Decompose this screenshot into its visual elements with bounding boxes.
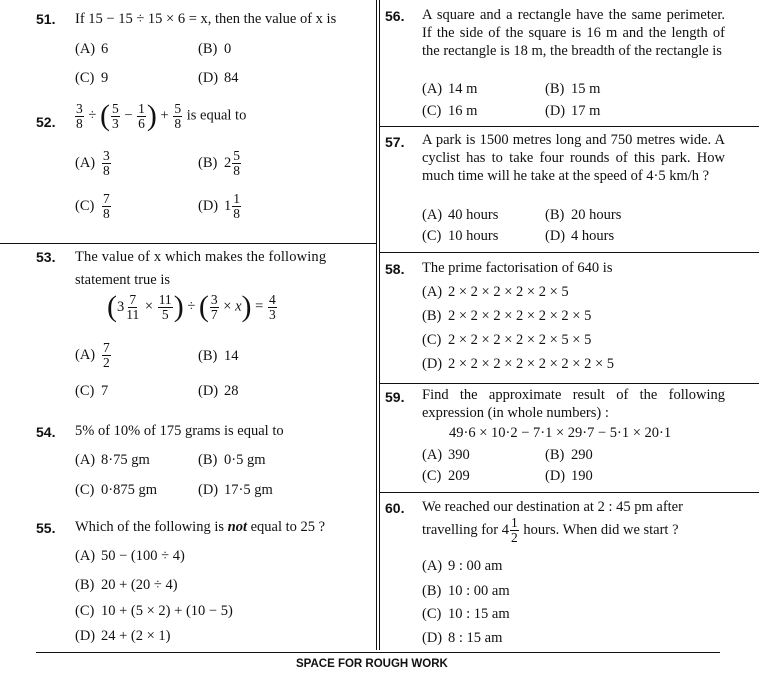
option-c: (C) 9 bbox=[75, 70, 109, 86]
option-a: (A) 6 bbox=[75, 41, 109, 57]
question-text: If 15 − 15 ÷ 15 × 6 = x, then the value of x is bbox=[75, 11, 337, 27]
option-c: (C) 0·875 gm bbox=[75, 482, 157, 498]
option-c: (C) 10 : 15 am bbox=[422, 606, 510, 622]
option-d: (D) 17·5 gm bbox=[198, 482, 273, 498]
column-divider-double bbox=[379, 0, 380, 650]
q59-separator bbox=[380, 383, 759, 384]
question-number: 57. bbox=[385, 134, 405, 150]
option-c: (C) 2 × 2 × 2 × 2 × 2 × 5 × 5 bbox=[422, 332, 592, 348]
option-b: (B) 14 bbox=[198, 348, 239, 364]
question-text-line1: The value of x which makes the following bbox=[75, 249, 327, 265]
option-a: (A) 40 hours bbox=[422, 207, 499, 223]
option-d: (D) 4 hours bbox=[545, 228, 615, 244]
question-number: 56. bbox=[385, 8, 405, 24]
expression: ( 3 $\frac{7}{11}$ × $\frac{11}{5}$ ) ÷ ( $\frac{3}{7}$ × x) = $\frac{4}{3}$ bbox=[107, 290, 276, 323]
option-b: (B) 0 bbox=[198, 41, 232, 57]
option-d: (D) 2 × 2 × 2 × 2 × 2 × 2 × 2 × 5 bbox=[422, 356, 614, 372]
question-text: Find the approximate result of the following expression (in whole numbers) : bbox=[422, 387, 725, 421]
option-c: (C) 7 bbox=[75, 383, 109, 399]
option-b: (B) 2 × 2 × 2 × 2 × 2 × 2 × 5 bbox=[422, 308, 592, 324]
question-number: 54. bbox=[36, 424, 56, 440]
question-text: A square and a rectangle have the same perimeter. If the side of the square is 16 m and the length of the rectangle is 18 m, the breadth of the rectangle is bbox=[422, 7, 725, 59]
question-text: Which of the following is not equal to 25 ? bbox=[75, 519, 326, 535]
option-d: (D) 190 bbox=[545, 468, 593, 484]
option-b: (B) 20 hours bbox=[545, 207, 622, 223]
expression: 49·6 × 10·2 − 7·1 × 29·7 − 5·1 × 20·1 bbox=[449, 425, 672, 441]
question-text: A park is 1500 metres long and 750 metres wide. A cyclist has to take four rounds of this park. How much time will he take at the speed of 4·5 km/h ? bbox=[422, 132, 725, 184]
option-b: (B) 0·5 gm bbox=[198, 452, 266, 468]
expression: $\frac{3}{8}$ ÷ ( $\frac{5}{3}$ − $\frac{1}{6}$ ) + $\frac{5}{8}$ is equal to bbox=[76, 99, 247, 132]
option-a: (A) 50 − (100 ÷ 4) bbox=[75, 548, 185, 564]
option-d: (D) 24 + (2 × 1) bbox=[75, 628, 171, 644]
q60-separator bbox=[380, 492, 759, 493]
question-number: 58. bbox=[385, 261, 405, 277]
q58-separator bbox=[380, 252, 759, 253]
option-a: (A) $\frac{3}{8}$ bbox=[75, 148, 110, 178]
option-a: (A) 14 m bbox=[422, 81, 478, 97]
question-number: 52. bbox=[36, 114, 56, 130]
option-b: (B) 10 : 00 am bbox=[422, 583, 510, 599]
question-text-line1: We reached our destination at 2 : 45 pm after bbox=[422, 499, 683, 515]
option-c: (C) 209 bbox=[422, 468, 470, 484]
option-c: (C) $\frac{7}{8}$ bbox=[75, 191, 110, 221]
question-number: 60. bbox=[385, 500, 405, 516]
question-number: 53. bbox=[36, 249, 56, 265]
option-a: (A) 2 × 2 × 2 × 2 × 2 × 5 bbox=[422, 284, 569, 300]
option-a: (A) 8·75 gm bbox=[75, 452, 150, 468]
option-b: (B) 2 $\frac{5}{8}$ bbox=[198, 148, 240, 178]
q52-separator bbox=[0, 243, 376, 244]
question-number: 51. bbox=[36, 11, 56, 27]
option-a: (A) 390 bbox=[422, 447, 470, 463]
option-c: (C) 16 m bbox=[422, 103, 478, 119]
option-d: (D) 17 m bbox=[545, 103, 601, 119]
question-text: The prime factorisation of 640 is bbox=[422, 260, 613, 276]
option-b: (B) 15 m bbox=[545, 81, 601, 97]
question-number: 59. bbox=[385, 389, 405, 405]
column-divider bbox=[376, 0, 377, 650]
option-a: (A) 9 : 00 am bbox=[422, 558, 503, 574]
question-text-line2: statement true is bbox=[75, 272, 171, 288]
option-d: (D) 8 : 15 am bbox=[422, 630, 503, 646]
option-c: (C) 10 + (5 × 2) + (10 − 5) bbox=[75, 603, 233, 619]
option-d: (D) 1 $\frac{1}{8}$ bbox=[198, 191, 240, 221]
option-c: (C) 10 hours bbox=[422, 228, 499, 244]
footer-rule bbox=[36, 652, 720, 653]
option-b: (B) 20 + (20 ÷ 4) bbox=[75, 577, 178, 593]
option-a: (A) $\frac{7}{2}$ bbox=[75, 340, 110, 370]
option-b: (B) 290 bbox=[545, 447, 593, 463]
rough-work-footer: SPACE FOR ROUGH WORK bbox=[296, 658, 448, 670]
question-text-line2: travelling for 4 $\frac{1}{2}$ hours. When did we start ? bbox=[422, 515, 679, 545]
option-d: (D) 84 bbox=[198, 70, 239, 86]
q57-separator bbox=[380, 126, 759, 127]
option-d: (D) 28 bbox=[198, 383, 239, 399]
question-text: 5% of 10% of 175 grams is equal to bbox=[75, 423, 284, 439]
question-number: 55. bbox=[36, 520, 56, 536]
